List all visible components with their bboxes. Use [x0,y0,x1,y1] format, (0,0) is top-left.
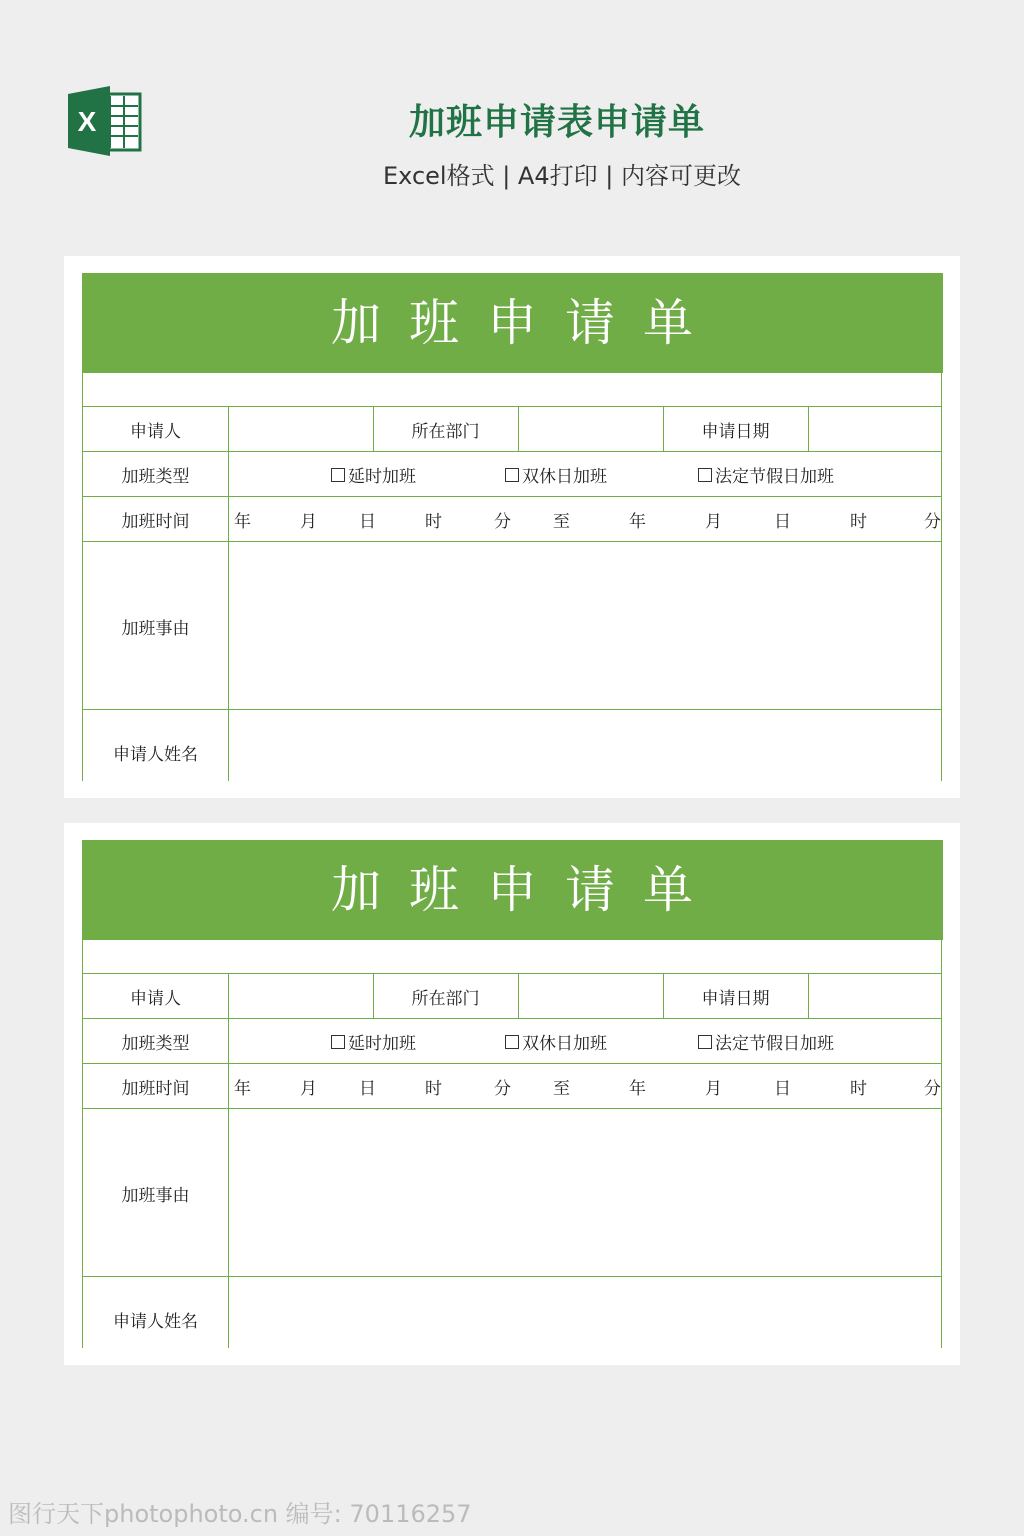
time-unit-label: 月 [705,512,722,532]
overtime-type-label: 双休日加班 [522,467,607,487]
overtime-time-row [83,1063,941,1109]
checkbox-icon[interactable] [505,1035,519,1049]
time-unit-label: 时 [425,1079,442,1099]
overtime-reason-row [83,1108,941,1277]
applicant-name-label: 申请人姓名 [113,1312,198,1332]
applicant-input[interactable] [228,407,373,452]
checkbox-icon[interactable] [698,468,712,482]
time-unit-label: 年 [629,1079,646,1099]
time-unit-label: 年 [234,1079,251,1099]
overtime-type-option[interactable] [505,1019,607,1064]
overtime-type-option[interactable] [331,1019,416,1064]
time-unit-label: 分 [924,512,941,532]
time-unit-label: 至 [553,512,570,532]
overtime-type-option[interactable] [505,452,607,497]
time-unit-label: 日 [774,512,791,532]
page-title: 加班申请表申请单 [408,102,705,143]
applicant-input[interactable] [228,974,373,1019]
department-label: 所在部门 [411,422,480,442]
overtime-time-input[interactable] [228,497,941,542]
time-unit-label: 分 [494,1079,511,1099]
overtime-time-label: 加班时间 [121,1079,190,1099]
checkbox-icon[interactable] [698,1035,712,1049]
overtime-reason-input[interactable] [228,1109,941,1277]
form-banner-title: 加班申请单 [82,840,943,940]
applicant-name-input[interactable] [228,710,941,781]
time-unit-label: 至 [553,1079,570,1099]
page-subtitle: Excel格式 | A4打印 | 内容可更改 [383,162,741,190]
excel-logo-letter: X [77,106,97,137]
time-unit-label: 分 [494,512,511,532]
form-table [82,840,942,1348]
applicant-name-row [83,709,941,781]
overtime-type-option[interactable] [331,452,416,497]
application-date-input[interactable] [808,407,941,452]
overtime-type-label: 延时加班 [348,467,416,487]
time-unit-label: 月 [705,1079,722,1099]
overtime-type-heading: 加班类型 [121,467,190,487]
time-unit-label: 年 [234,512,251,532]
form-sheet-1 [64,256,960,798]
application-date-label: 申请日期 [701,989,770,1009]
checkbox-icon[interactable] [331,1035,345,1049]
time-unit-label: 时 [425,512,442,532]
time-unit-label: 时 [850,1079,867,1099]
checkbox-icon[interactable] [505,468,519,482]
form-sheet-2 [64,823,960,1365]
overtime-reason-label: 加班事由 [121,618,190,639]
time-unit-label: 分 [924,1079,941,1099]
overtime-reason-row [83,541,941,710]
overtime-time-label: 加班时间 [121,512,190,532]
application-date-label: 申请日期 [701,422,770,442]
applicant-name-label: 申请人姓名 [113,745,198,765]
time-unit-label: 年 [629,512,646,532]
form-table [82,273,942,781]
overtime-type-row [83,1018,941,1064]
time-unit-label: 月 [300,512,317,532]
department-label: 所在部门 [411,989,480,1009]
overtime-type-option[interactable] [698,452,834,497]
overtime-time-input[interactable] [228,1064,941,1109]
overtime-type-label: 法定节假日加班 [715,467,834,487]
overtime-type-label: 双休日加班 [522,1034,607,1054]
overtime-reason-input[interactable] [228,542,941,710]
applicant-row [83,406,941,452]
overtime-type-label: 延时加班 [348,1034,416,1054]
overtime-type-heading: 加班类型 [121,1034,190,1054]
time-unit-label: 月 [300,1079,317,1099]
form-banner-title: 加班申请单 [82,273,943,373]
overtime-reason-label: 加班事由 [121,1185,190,1206]
applicant-label: 申请人 [130,989,181,1009]
overtime-time-row [83,496,941,542]
checkbox-icon[interactable] [331,468,345,482]
applicant-name-row [83,1276,941,1348]
overtime-type-option[interactable] [698,1019,834,1064]
applicant-name-input[interactable] [228,1277,941,1348]
department-input[interactable] [518,407,663,452]
overtime-type-row [83,451,941,497]
overtime-type-label: 法定节假日加班 [715,1034,834,1054]
time-unit-label: 日 [359,1079,376,1099]
applicant-label: 申请人 [130,422,181,442]
time-unit-label: 时 [850,512,867,532]
department-input[interactable] [518,974,663,1019]
time-unit-label: 日 [359,512,376,532]
applicant-row [83,973,941,1019]
application-date-input[interactable] [808,974,941,1019]
time-unit-label: 日 [774,1079,791,1099]
watermark: 图行天下photophoto.cn 编号: 70116257 [8,1500,472,1528]
